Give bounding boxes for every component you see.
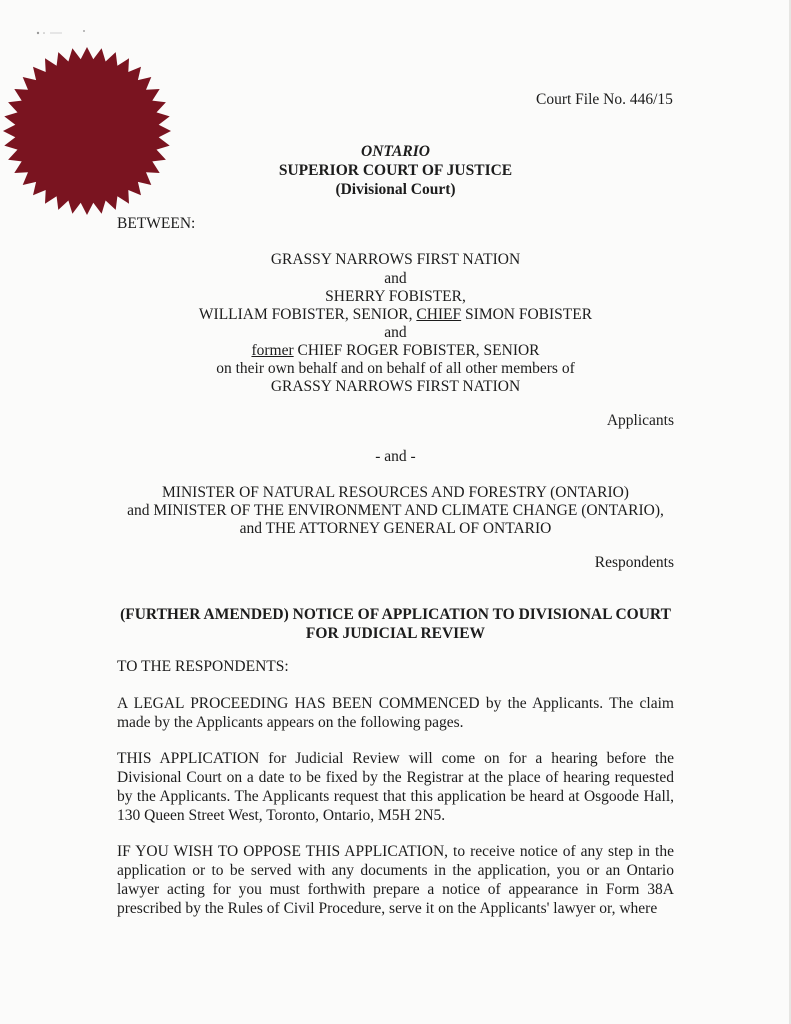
paragraph-legal-proceeding: A LEGAL PROCEEDING HAS BEEN COMMENCED by the Applicants. The claim made by the Applicants appears on the following pages.	[117, 695, 674, 731]
versus-separator: - and -	[375, 448, 416, 465]
applicant-line-3	[0, 305, 791, 324]
to-respondents-label: TO THE RESPONDENTS:	[117, 658, 289, 675]
applicant-line-6: GRASSY NARROWS FIRST NATION	[270, 378, 521, 395]
applicant-line-4	[0, 341, 791, 360]
applicant-line-4-post: CHIEF ROGER FOBISTER, SENIOR	[293, 342, 540, 359]
applicant-line-3-post: SIMON FOBISTER	[461, 306, 593, 323]
applicant-and-2: and	[384, 324, 407, 341]
notice-title-line-2: FOR JUDICIAL REVIEW	[305, 625, 486, 642]
respondents-role: Respondents	[594, 554, 674, 571]
between-label: BETWEEN:	[117, 215, 196, 232]
applicants-role: Applicants	[606, 412, 674, 429]
paragraph-oppose-application: IF YOU WISH TO OPPOSE THIS APPLICATION, to receive notice of any step in the application or to be served with any documents in the application, you or an Ontario lawyer acting for you must forthwith prepare a notice of appearance in Form 38A prescribed by the Rules of Civil Procedure, serve it on the Applicants' lawyer or, where	[117, 843, 674, 917]
respondent-line-3: and THE ATTORNEY GENERAL OF ONTARIO	[239, 520, 552, 537]
respondent-line-2: and MINISTER OF THE ENVIRONMENT AND CLIMATE CHANGE (ONTARIO),	[127, 502, 664, 519]
province-heading: ONTARIO	[361, 143, 430, 160]
notice-title-line-1: (FURTHER AMENDED) NOTICE OF APPLICATION TO DIVISIONAL COURT	[120, 606, 671, 623]
paragraph-application-hearing: THIS APPLICATION for Judicial Review will come on for a hearing before the Divisional Court on a date to be fixed by the Registrar at the place of hearing requested by the Applicants. The Applicants request that this application be heard at Osgoode Hall, 130 Queen Street West, Toronto, Ontario, M5H 2N5.	[117, 750, 674, 824]
applicant-line-2: SHERRY FOBISTER,	[325, 288, 466, 305]
applicant-line-1: GRASSY NARROWS FIRST NATION	[270, 251, 521, 268]
division-heading: (Divisional Court)	[335, 181, 456, 198]
applicant-line-5: on their own behalf and on behalf of all other members of	[216, 360, 575, 377]
court-file-number: Court File No. 446/15	[536, 91, 673, 108]
former-underlined: former	[251, 342, 294, 359]
applicant-line-3-pre: WILLIAM FOBISTER, SENIOR,	[198, 306, 417, 323]
applicant-and-1: and	[384, 270, 407, 287]
chief-underlined: CHIEF	[416, 306, 462, 323]
scan-specks	[0, 0, 100, 40]
court-heading: SUPERIOR COURT OF JUSTICE	[278, 162, 513, 179]
respondent-line-1: MINISTER OF NATURAL RESOURCES AND FORESTRY (ONTARIO)	[162, 484, 629, 501]
